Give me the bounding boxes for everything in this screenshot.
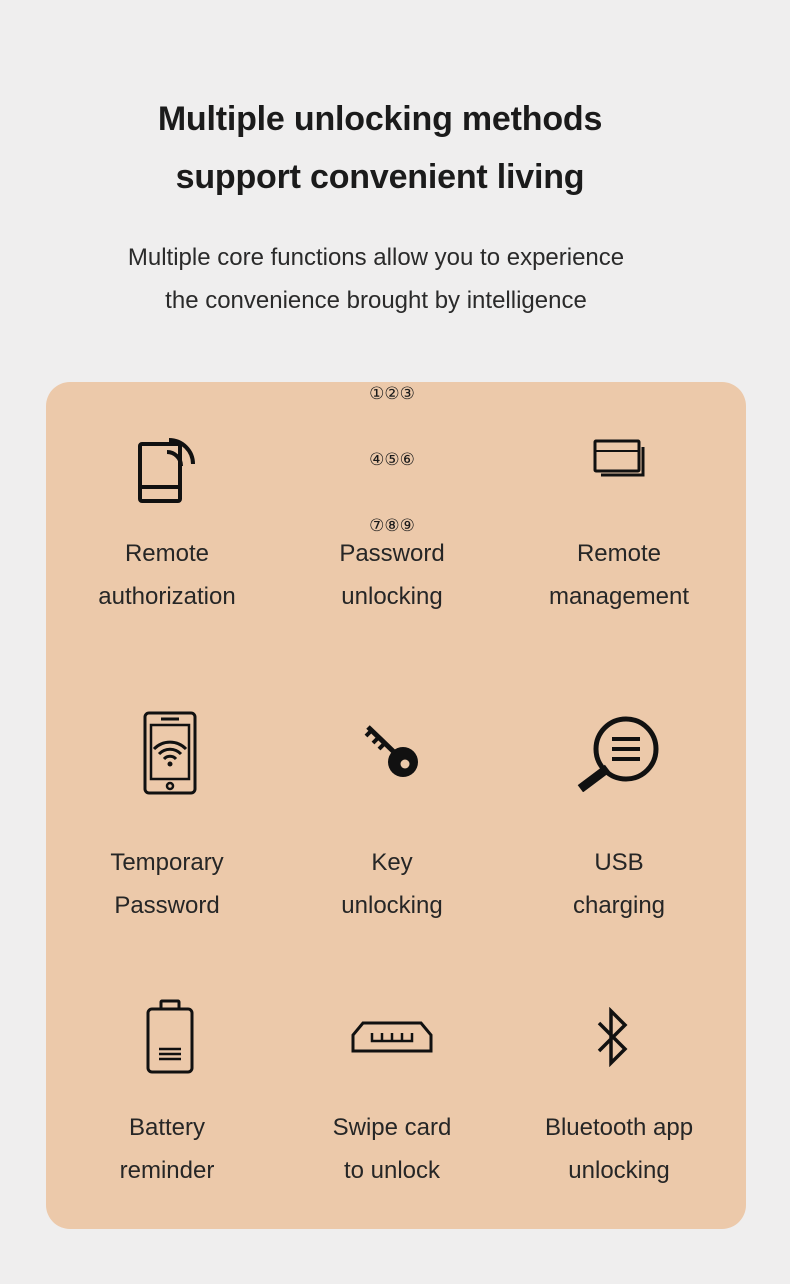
- feature-line-1: Password: [339, 540, 445, 567]
- title-line-1: Multiple unlocking methods: [157, 100, 603, 138]
- feature-line-1: Battery: [128, 1114, 206, 1141]
- feature-line-2: charging: [572, 892, 666, 919]
- feature-bluetooth-app-unlocking: [509, 1106, 729, 1192]
- subtitle-line-1: Multiple core functions allow you to experience: [127, 244, 625, 271]
- keypad-icon: [332, 384, 452, 536]
- feature-line-2: management: [548, 583, 690, 610]
- feature-line-2: unlocking: [341, 892, 443, 919]
- keypad-row-3: ⑦⑧⑨: [369, 516, 415, 536]
- smartphone-wifi-icon: [110, 698, 230, 808]
- feature-line-1: Temporary: [110, 849, 224, 876]
- feature-line-1: USB: [594, 849, 644, 876]
- feature-line-2: unlocking: [568, 1157, 670, 1184]
- feature-line-2: authorization: [98, 583, 236, 610]
- feature-swipe-card: [282, 1106, 502, 1192]
- feature-line-2: reminder: [119, 1157, 215, 1184]
- feature-line-1: Remote: [576, 540, 662, 567]
- feature-remote-authorization: [57, 532, 277, 618]
- key-icon: [333, 698, 453, 808]
- usb-port-icon: [332, 982, 452, 1092]
- feature-password-unlocking: [282, 532, 502, 618]
- feature-line-2: to unlock: [343, 1157, 441, 1184]
- feature-line-1: Bluetooth app: [544, 1114, 694, 1141]
- battery-icon: [110, 982, 230, 1092]
- feature-usb-charging: [509, 841, 729, 927]
- subtitle-line-2: the convenience brought by intelligence: [165, 287, 587, 314]
- features-panel: [46, 382, 746, 1229]
- feature-temporary-password: [57, 841, 277, 927]
- title-line-2: support convenient living: [175, 158, 585, 196]
- keypad-row-1: ①②③: [369, 384, 415, 404]
- phone-signal-icon: [107, 415, 227, 525]
- bluetooth-icon: [553, 982, 673, 1092]
- feature-line-1: Swipe card: [332, 1114, 452, 1141]
- feature-line-1: Remote: [124, 540, 210, 567]
- magnifier-icon: [558, 698, 678, 808]
- feature-remote-management: [509, 532, 729, 618]
- cards-icon: [559, 405, 679, 515]
- feature-key-unlocking: [282, 841, 502, 927]
- feature-line-1: Key: [371, 849, 413, 876]
- keypad-row-2: ④⑤⑥: [369, 450, 415, 470]
- feature-line-2: unlocking: [341, 583, 443, 610]
- feature-battery-reminder: [57, 1106, 277, 1192]
- feature-line-2: Password: [114, 892, 220, 919]
